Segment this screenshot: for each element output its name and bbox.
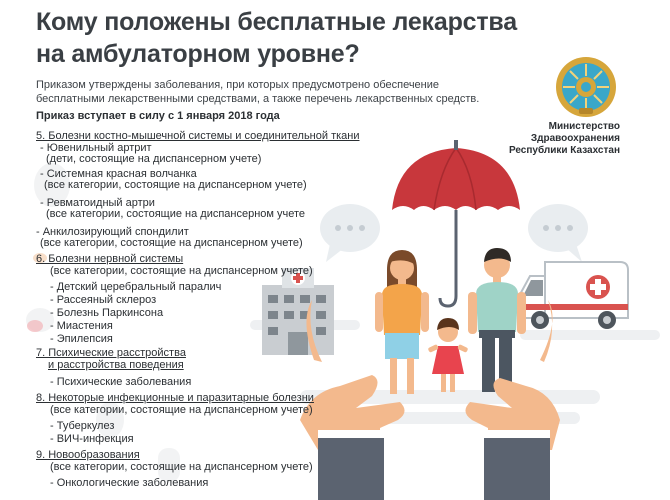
list-item: - Анкилозирующий спондилит [36,226,189,238]
intro-text [36,78,506,106]
ministry-line-1: Министерство [548,121,620,132]
section-5-heading: 5. Болезни костно-мышечной системы и соединительной ткани [36,130,360,142]
ministry-line-2: Здравоохранения [530,133,620,144]
section-9-heading: 9. Новообразования [36,449,140,461]
ministry-label [500,121,620,157]
list-item-note: (все категории, состоящие на диспансерном учете) [40,237,303,249]
list-item: - Ювенильный артрит [40,142,152,154]
list-item: - Болезнь Паркинсона [50,307,164,319]
title-line-1: Кому положены бесплатные лекарства [36,8,517,36]
ministry-line-3: Республики Казахстан [508,145,620,156]
girl-figure-icon [428,318,469,392]
list-item-note: (все категории, состоящие на диспансерном учете) [50,461,313,473]
list-item: - Детский церебральный паралич [50,281,222,293]
kazakhstan-emblem-icon [555,56,617,118]
brain-icon [27,320,43,332]
intro-line-1: Приказом утверждены заболевания, при которых предусмотрено обеспечение [36,79,440,91]
list-item: - Миастения [50,320,113,332]
hospital-building-icon [262,268,334,355]
man-figure-icon [468,248,526,392]
list-item-note: (все категории, состоящие на диспансерном учете) [50,404,313,416]
section-7-heading: 7. Психические расстройства [36,347,186,359]
list-item: - ВИЧ-инфекция [50,433,134,445]
list-item-note: (все категории, состоящие на диспансерном учете [46,208,306,220]
speech-bubble-left-icon [320,204,380,262]
list-item-note: (все категории, состоящие на диспансерном учете) [50,265,313,277]
list-item: - Туберкулез [50,420,115,432]
section-6-heading: 6. Болезни нервной системы [36,253,184,265]
list-item: - Системная красная волчанка [40,168,197,180]
list-item: - Рассеяный склероз [50,294,157,306]
list-item-note: (дети, состоящие на диспансерном учете) [46,153,262,165]
decree-date: Приказ вступает в силу с 1 января 2018 года [36,110,280,122]
list-item-note: (все категории, состоящие на диспансерном учете) [44,179,307,191]
ambulance-icon [518,262,628,329]
list-item: - Онкологические заболевания [50,477,209,489]
section-7-heading-cont: и расстройства поведения [48,359,184,371]
list-item: - Эпилепсия [50,333,113,345]
list-item: - Ревматоидный артри [40,197,155,209]
intro-line-2: бесплатными лекарственными средствами, а также перечень лекарственных средств. [36,93,480,105]
speech-bubble-right-icon [528,204,588,262]
woman-figure-icon [375,250,429,394]
list-item: - Психические заболевания [50,376,192,388]
page-title [36,6,596,70]
title-line-2: на амбулаторном уровне? [36,40,360,68]
section-8-heading: 8. Некоторые инфекционные и паразитарные болезни [36,392,314,404]
